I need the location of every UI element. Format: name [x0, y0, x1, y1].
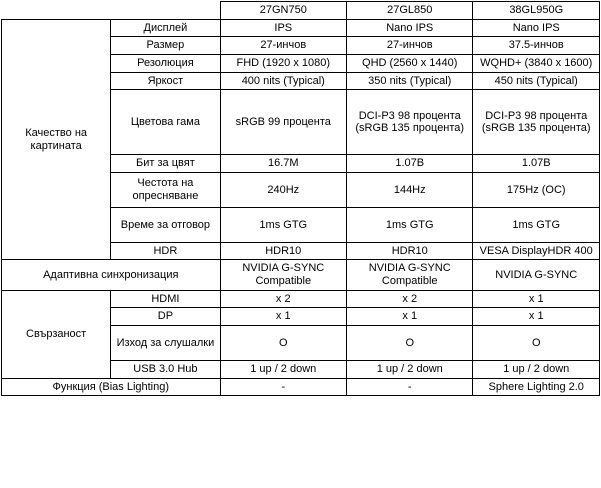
group-label-2: Адаптивна синхронизация — [2, 260, 221, 290]
cell-value: 1 up / 2 down — [347, 361, 473, 379]
cell-value: VESA DisplayHDR 400 — [473, 242, 600, 260]
row-label: Цветова гама — [111, 90, 220, 155]
row-label: Честота на опресняване — [111, 172, 220, 207]
row-label: HDMI — [111, 290, 220, 308]
cell-value: WQHD+ (3840 x 1600) — [473, 54, 600, 72]
cell-value: - — [347, 378, 473, 396]
row-label: USB 3.0 Hub — [111, 361, 220, 379]
cell-value: 1ms GTG — [347, 207, 473, 242]
cell-value: x 1 — [220, 308, 346, 326]
row-label: DP — [111, 308, 220, 326]
cell-value: x 1 — [473, 290, 600, 308]
cell-value: NVIDIA G-SYNC Compatible — [347, 260, 473, 290]
cell-value: 350 nits (Typical) — [347, 72, 473, 90]
cell-value: 1.07B — [473, 155, 600, 173]
cell-value: Nano IPS — [347, 19, 473, 37]
cell-value: IPS — [220, 19, 346, 37]
cell-value: 144Hz — [347, 172, 473, 207]
row-label: HDR — [111, 242, 220, 260]
group-label-3: Свързаност — [2, 290, 111, 378]
table-header — [2, 2, 600, 20]
cell-value: O — [347, 326, 473, 361]
cell-value: 1.07B — [347, 155, 473, 173]
cell-value: O — [220, 326, 346, 361]
cell-value: QHD (2560 x 1440) — [347, 54, 473, 72]
row-label: Изход за слушалки — [111, 326, 220, 361]
table-row — [2, 19, 600, 37]
cell-value: 1 up / 2 down — [473, 361, 600, 379]
cell-value: 1 up / 2 down — [220, 361, 346, 379]
cell-value: NVIDIA G-SYNC Compatible — [220, 260, 346, 290]
cell-value: 175Hz (OC) — [473, 172, 600, 207]
cell-value: x 1 — [473, 308, 600, 326]
header-model-1: 27GN750 — [220, 2, 346, 20]
cell-value: Nano IPS — [473, 19, 600, 37]
spec-comparison-table — [1, 1, 600, 396]
header-corner-cell — [2, 2, 221, 20]
table-row — [2, 260, 600, 290]
cell-value: 1ms GTG — [220, 207, 346, 242]
row-label: Размер — [111, 37, 220, 55]
group-label-1: Качество на картината — [2, 19, 111, 260]
cell-value: 27-инчов — [347, 37, 473, 55]
cell-value: HDR10 — [220, 242, 346, 260]
cell-value: 1ms GTG — [473, 207, 600, 242]
table-row — [2, 378, 600, 396]
header-model-2: 27GL850 — [347, 2, 473, 20]
table-header-row — [2, 2, 600, 20]
cell-value: x 2 — [347, 290, 473, 308]
cell-value: x 2 — [220, 290, 346, 308]
row-label: Яркост — [111, 72, 220, 90]
cell-value: NVIDIA G-SYNC — [473, 260, 600, 290]
cell-value: x 1 — [347, 308, 473, 326]
header-model-3: 38GL950G — [473, 2, 600, 20]
group-label-4: Функция (Bias Lighting) — [2, 378, 221, 396]
table-row — [2, 290, 600, 308]
cell-value: DCI-P3 98 процента (sRGB 135 процента) — [347, 90, 473, 155]
row-label: Резолюция — [111, 54, 220, 72]
cell-value: 400 nits (Typical) — [220, 72, 346, 90]
cell-value: 16.7M — [220, 155, 346, 173]
row-label: Време за отговор — [111, 207, 220, 242]
cell-value: 37.5-инчов — [473, 37, 600, 55]
cell-value: HDR10 — [347, 242, 473, 260]
cell-value: sRGB 99 процента — [220, 90, 346, 155]
cell-value: 240Hz — [220, 172, 346, 207]
row-label: Бит за цвят — [111, 155, 220, 173]
cell-value: 27-инчов — [220, 37, 346, 55]
cell-value: O — [473, 326, 600, 361]
cell-value: DCI-P3 98 процента (sRGB 135 процента) — [473, 90, 600, 155]
table-body — [2, 19, 600, 396]
cell-value: - — [220, 378, 346, 396]
cell-value: 450 nits (Typical) — [473, 72, 600, 90]
cell-value: Sphere Lighting 2.0 — [473, 378, 600, 396]
row-label: Дисплей — [111, 19, 220, 37]
cell-value: FHD (1920 x 1080) — [220, 54, 346, 72]
